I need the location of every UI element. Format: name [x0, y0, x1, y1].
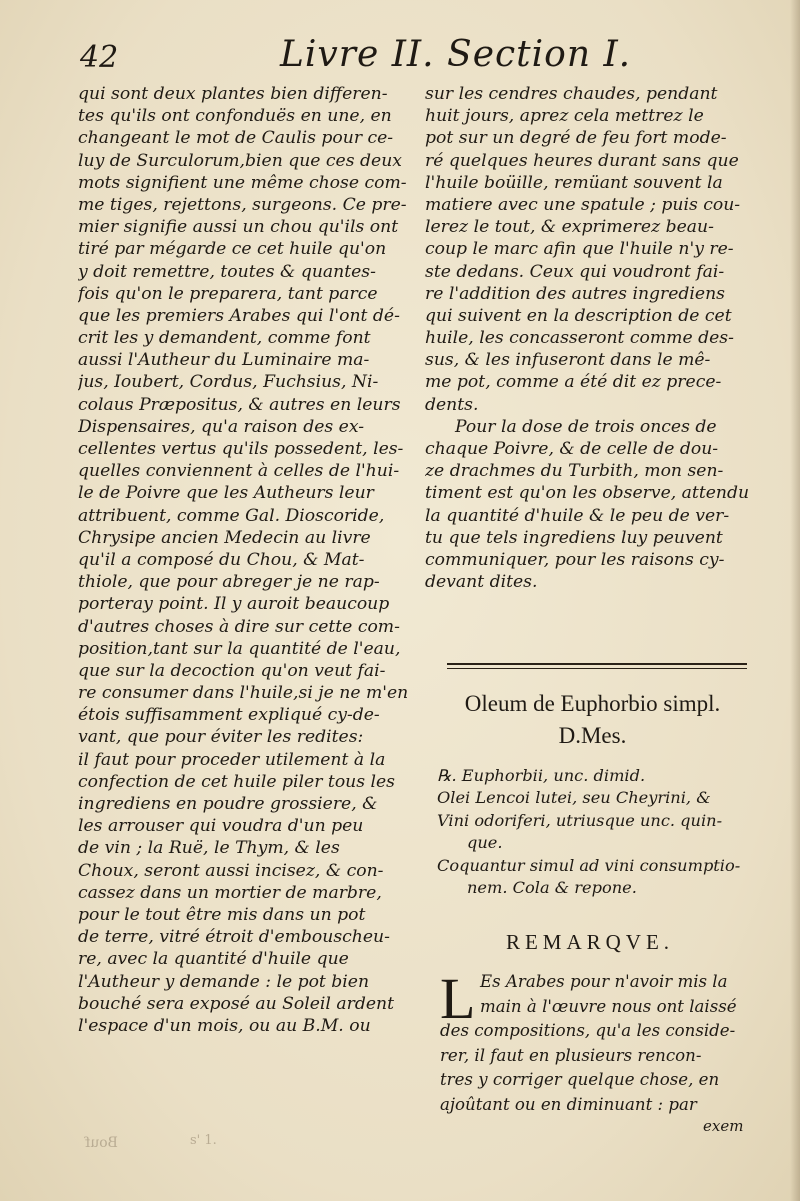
- text-line: quelles conviennent à celles de l'hui-: [78, 461, 400, 482]
- text-line: les arrouser qui voudra d'un peu: [78, 816, 364, 837]
- text-line: ze drachmes du Turbith, mon sen-: [425, 461, 724, 482]
- text-line: l'Autheur y demande : le pot bien: [78, 971, 370, 992]
- text-line: changeant le mot de Caulis pour ce-: [78, 128, 394, 149]
- right-column: [425, 83, 750, 593]
- text-line: qu'il a composé du Chou, & Mat-: [78, 549, 365, 570]
- recipe-line: Coquantur simul ad vini consumptio-: [437, 855, 741, 875]
- text-line: sus, & les infuseront dans le mê-: [425, 350, 711, 371]
- text-line: il faut pour proceder utilement à la: [78, 749, 386, 770]
- text-line: huit jours, aprez cela mettrez le: [425, 106, 704, 127]
- text-line: crit les y demandent, comme font: [78, 328, 371, 349]
- text-line: Pour la dose de trois onces de: [455, 416, 717, 437]
- running-head: Livre II. Section I.: [280, 34, 632, 75]
- text-line: matiere avec une spatule ; puis cou-: [425, 194, 741, 215]
- text-line: mots signifient une même chose com-: [78, 172, 407, 193]
- text-line: qui suivent en la description de cet: [425, 305, 732, 326]
- text-line: confection de cet huile piler tous les: [78, 771, 396, 792]
- text-line: ste dedans. Ceux qui voudront fai-: [425, 261, 725, 282]
- text-line: ingrediens en poudre grossiere, &: [78, 794, 378, 814]
- drop-cap: L: [440, 966, 476, 1031]
- text-line: pot sur un degré de feu fort mode-: [425, 128, 727, 149]
- text-line: me tiges, rejettons, surgeons. Ce pre-: [78, 194, 407, 215]
- text-line: Choux, seront aussi incisez, & con-: [78, 860, 384, 881]
- text-line: dents.: [425, 394, 479, 415]
- text-line: tiré par mégarde ce cet huile qu'on: [78, 239, 387, 260]
- text-line: que les premiers Arabes qui l'ont dé-: [78, 305, 400, 326]
- text-line: me pot, comme a été dit ez prece-: [425, 372, 722, 393]
- remark-line: tres y corriger quelque chose, en: [440, 1070, 720, 1089]
- text-line: tes qu'ils ont confonduës en une, en: [78, 106, 392, 127]
- text-line: luy de Surculorum,bien que ces deux: [78, 150, 402, 171]
- text-line: vant, que pour éviter les redites:: [78, 727, 364, 748]
- text-line: aussi l'Autheur du Luminaire ma-: [78, 350, 370, 371]
- text-line: timent est qu'on les observe, attendu: [425, 483, 750, 504]
- text-line: devant dites.: [425, 572, 538, 593]
- text-line: la quantité d'huile & le peu de ver-: [425, 505, 730, 526]
- text-line: jus, Ioubert, Cordus, Fuchsius, Ni-: [78, 372, 379, 393]
- text-line: attribuent, comme Gal. Dioscoride,: [78, 505, 385, 526]
- text-line: étois suffisamment expliqué cy-de-: [78, 705, 380, 726]
- text-line: colaus Præpositus, & autres en leurs: [78, 394, 401, 415]
- section-divider-rule: [447, 663, 747, 669]
- text-line: re consumer dans l'huile,si je ne m'en: [78, 683, 409, 704]
- text-line: re l'addition des autres ingrediens: [425, 283, 725, 304]
- text-line: de terre, vitré étroit d'embouscheu-: [78, 927, 390, 948]
- text-line: re, avec la quantité d'huile que: [78, 949, 349, 970]
- page-number: 42: [80, 40, 119, 75]
- text-line: sur les cendres chaudes, pendant: [425, 84, 718, 104]
- page-edge-shadow: [790, 0, 800, 1201]
- text-line: d'autres choses à dire sur cette com-: [78, 616, 400, 637]
- text-line: huile, les concasseront comme des-: [425, 328, 734, 349]
- remark-heading: REMARQVE.: [505, 930, 675, 954]
- recipe-line: nem. Cola & repone.: [467, 877, 637, 897]
- text-line: thiole, que pour abreger je ne rap-: [78, 572, 380, 593]
- text-line: bouché sera exposé au Soleil ardent: [78, 993, 394, 1014]
- remark-body: [440, 966, 760, 1117]
- bleed-through-text: s' 1.: [190, 1133, 217, 1148]
- text-line: lerez le tout, & exprimerez beau-: [425, 217, 714, 238]
- recipe-line: ℞. Euphorbii, unc. dimid.: [437, 766, 646, 785]
- bleed-through-text: Bouf: [85, 1135, 118, 1151]
- text-line: chaque Poivre, & de celle de dou-: [425, 439, 719, 459]
- recipe-line: Olei Lencoi lutei, seu Cheyrini, &: [437, 788, 711, 808]
- remark-line: main à l'œuvre nous ont laissé: [480, 996, 737, 1016]
- text-line: communiquer, pour les raisons cy-: [425, 549, 725, 570]
- text-line: mier signifie aussi un chou qu'ils ont: [78, 217, 399, 238]
- text-line: que sur la decoction qu'on veut fai-: [78, 660, 386, 681]
- text-line: ré quelques heures durant sans que: [425, 150, 739, 171]
- text-line: l'espace d'un mois, ou au B.M. ou: [78, 1015, 371, 1036]
- text-line: position,tant sur la quantité de l'eau,: [78, 638, 401, 659]
- text-line: le de Poivre que les Autheurs leur: [78, 483, 374, 504]
- text-line: Dispensaires, qu'a raison des ex-: [78, 416, 365, 437]
- text-line: porteray point. Il y auroit beaucoup: [78, 594, 390, 615]
- text-line: qui sont deux plantes bien differen-: [78, 84, 388, 104]
- text-line: Chrysipe ancien Medecin au livre: [78, 527, 371, 548]
- recipe-line: que.: [467, 833, 503, 853]
- remark-line: rer, il faut en plusieurs rencon-: [440, 1045, 702, 1065]
- text-line: pour le tout être mis dans un pot: [78, 904, 366, 925]
- catchword: exem: [703, 1117, 744, 1135]
- text-line: tu que tels ingrediens luy peuvent: [425, 527, 723, 548]
- left-column: [78, 83, 418, 1037]
- remark-line: ajoûtant ou en diminuant : par: [440, 1094, 697, 1114]
- recipe-title: [425, 688, 760, 752]
- text-line: l'huile boüille, remüant souvent la: [425, 172, 723, 193]
- text-line: coup le marc afin que l'huile n'y re-: [425, 239, 734, 260]
- text-line: fois qu'on le preparera, tant parce: [78, 283, 378, 304]
- text-line: y doit remettre, toutes & quantes-: [78, 261, 376, 282]
- recipe-title-line-2: D.Mes.: [558, 723, 627, 748]
- recipe-title-line-1: Oleum de Euphorbio simpl.: [464, 691, 721, 716]
- page-header: [75, 32, 775, 82]
- text-line: de vin ; la Ruë, le Thym, & les: [78, 838, 340, 859]
- recipe-body: [437, 765, 757, 899]
- text-line: cellentes vertus qu'ils possedent, les-: [78, 439, 404, 459]
- remark-line: des compositions, qu'a les conside-: [440, 1021, 736, 1040]
- remark-line: Es Arabes pour n'avoir mis la: [480, 972, 728, 991]
- text-line: cassez dans un mortier de marbre,: [78, 882, 382, 903]
- recipe-line: Vini odoriferi, utriusque unc. quin-: [437, 810, 723, 830]
